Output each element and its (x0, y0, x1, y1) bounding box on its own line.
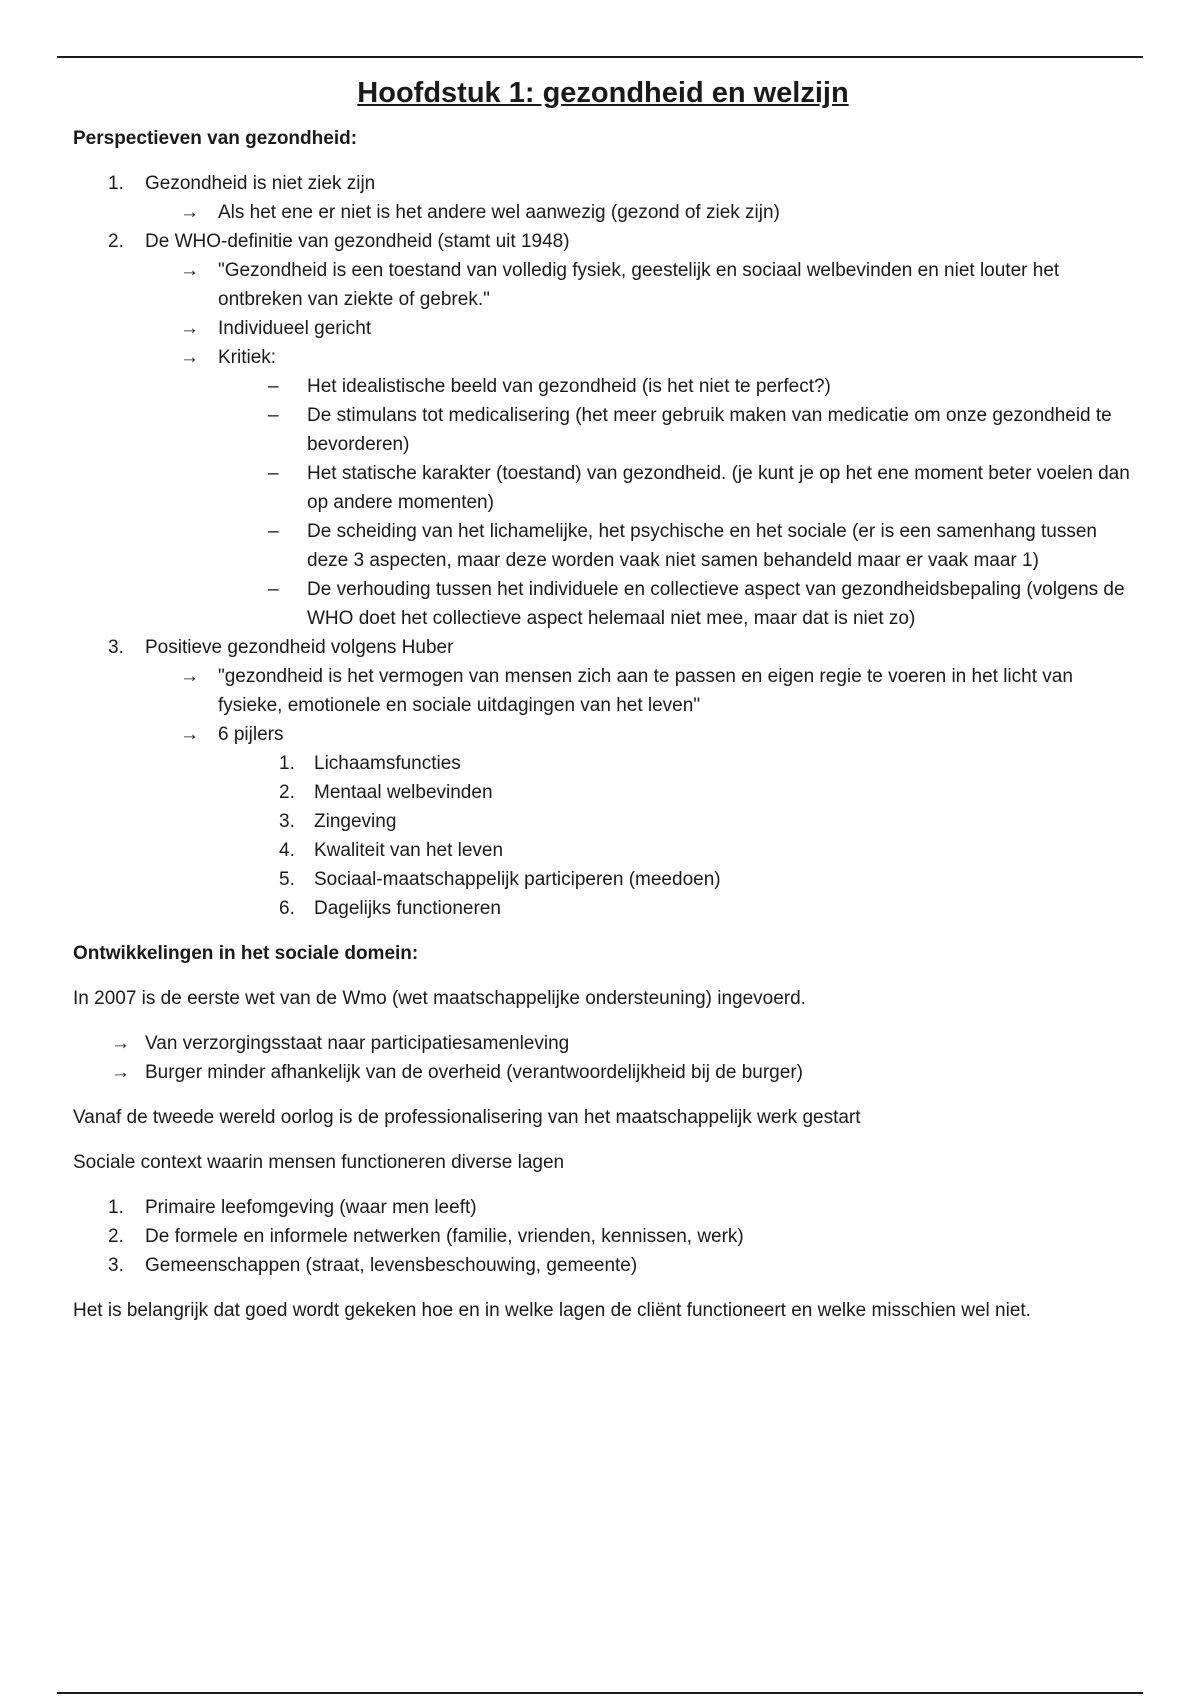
page-title: Hoofdstuk 1: gezondheid en welzijn (357, 77, 849, 109)
arrow-item-text: 6 pijlers (218, 724, 284, 745)
arrow-item (73, 1029, 1133, 1058)
paragraph-professionalisation: Vanaf de tweede wereld oorlog is de professionalisering van het maatschappelijk werk gestart (73, 1107, 861, 1128)
arrow-item-text: "gezondheid is het vermogen van mensen zich aan te passen en eigen regie te voeren in het licht van fysieke, emotionele en sociale uitdagingen van het leven" (218, 666, 1073, 716)
arrow-item (73, 662, 1133, 720)
pillar-item (73, 865, 1133, 894)
pillar-text: Zingeving (314, 811, 397, 832)
pillar-text: Sociaal-maatschappelijk participeren (meedoen) (314, 869, 721, 890)
dash-icon: – (268, 405, 279, 426)
list-number: 1. (108, 173, 124, 194)
top-rule (57, 56, 1143, 58)
arrow-item-text: Van verzorgingsstaat naar participatiesamenleving (145, 1033, 570, 1054)
layer-text: Gemeenschappen (straat, levensbeschouwing, gemeente) (145, 1255, 638, 1276)
dash-item-text: De scheiding van het lichamelijke, het psychische en het sociale (er is een samenhang tussen deze 3 aspecten, maar deze worden vaak niet samen behandeld maar er vaak maar 1) (307, 521, 1098, 571)
list-item-text: Gezondheid is niet ziek zijn (145, 173, 376, 194)
arrow-item (73, 198, 1133, 227)
dash-icon: – (268, 579, 279, 600)
layer-item (73, 1251, 1133, 1280)
arrow-icon: → (180, 347, 199, 368)
pillar-item (73, 836, 1133, 865)
arrow-item (73, 256, 1133, 314)
arrow-icon: → (111, 1062, 130, 1083)
dash-icon: – (268, 521, 279, 542)
list-item-text: De WHO-definitie van gezondheid (stamt uit 1948) (145, 231, 570, 252)
pillar-text: Lichaamsfuncties (314, 753, 461, 774)
list-number: 3. (108, 637, 124, 658)
paragraph-social-context: Sociale context waarin mensen functioneren diverse lagen (73, 1152, 565, 1173)
pillar-text: Kwaliteit van het leven (314, 840, 504, 861)
dash-item (73, 517, 1133, 575)
arrow-icon: → (180, 318, 199, 339)
dash-item-text: Het statische karakter (toestand) van gezondheid. (je kunt je op het ene moment beter voelen dan op andere momenten) (307, 463, 1130, 513)
layer-item (73, 1193, 1133, 1222)
dash-item-text: De verhouding tussen het individuele en collectieve aspect van gezondheidsbepaling (volgens de WHO doet het collectieve aspect helemaal niet mee, maar dat is niet zo) (307, 579, 1125, 629)
layer-item (73, 1222, 1133, 1251)
pillar-number: 5. (279, 869, 295, 890)
arrow-item-text: "Gezondheid is een toestand van volledig fysiek, geestelijk en sociaal welbevinden en niet louter het ontbreken van ziekte of gebrek." (218, 260, 1060, 310)
section-heading-social-domain: Ontwikkelingen in het sociale domein: (73, 943, 419, 964)
pillar-number: 6. (279, 898, 295, 919)
layer-text: De formele en informele netwerken (familie, vrienden, kennissen, werk) (145, 1226, 744, 1247)
dash-item (73, 459, 1133, 517)
pillar-number: 3. (279, 811, 295, 832)
arrow-icon: → (111, 1033, 130, 1054)
list-item (73, 227, 1133, 256)
document-page (73, 74, 1133, 1341)
pillar-number: 2. (279, 782, 295, 803)
list-item-text: Positieve gezondheid volgens Huber (145, 637, 454, 658)
dash-item (73, 372, 1133, 401)
dash-item-text: De stimulans tot medicalisering (het meer gebruik maken van medicatie om onze gezondheid te bevorderen) (307, 405, 1112, 455)
bottom-rule (57, 1692, 1143, 1694)
pillar-number: 1. (279, 753, 295, 774)
dash-icon: – (268, 376, 279, 397)
arrow-item-text: Als het ene er niet is het andere wel aanwezig (gezond of ziek zijn) (218, 202, 780, 223)
pillar-text: Mentaal welbevinden (314, 782, 493, 803)
list-item (73, 633, 1133, 662)
pillar-item (73, 807, 1133, 836)
arrow-icon: → (180, 666, 199, 687)
arrow-item (73, 314, 1133, 343)
layer-number: 1. (108, 1197, 124, 1218)
arrow-item (73, 343, 1133, 372)
arrow-item-text: Burger minder afhankelijk van de overheid (verantwoordelijkheid bij de burger) (145, 1062, 803, 1083)
section-heading-perspectives: Perspectieven van gezondheid: (73, 128, 358, 149)
layer-number: 3. (108, 1255, 124, 1276)
pillar-number: 4. (279, 840, 295, 861)
dash-item (73, 575, 1133, 633)
pillar-item (73, 894, 1133, 923)
dash-item (73, 401, 1133, 459)
list-number: 2. (108, 231, 124, 252)
layer-number: 2. (108, 1226, 124, 1247)
arrow-item (73, 720, 1133, 749)
arrow-item-text: Individueel gericht (218, 318, 372, 339)
paragraph-wmo: In 2007 is de eerste wet van de Wmo (wet maatschappelijke ondersteuning) ingevoerd. (73, 988, 806, 1009)
pillar-text: Dagelijks functioneren (314, 898, 501, 919)
arrow-item (73, 1058, 1133, 1087)
pillar-item (73, 778, 1133, 807)
arrow-icon: → (180, 724, 199, 745)
arrow-icon: → (180, 202, 199, 223)
arrow-icon: → (180, 260, 199, 281)
list-item (73, 169, 1133, 198)
layer-text: Primaire leefomgeving (waar men leeft) (145, 1197, 477, 1218)
paragraph-conclusion: Het is belangrijk dat goed wordt gekeken hoe en in welke lagen de cliënt functioneert en welke misschien wel niet. (73, 1300, 1031, 1321)
arrow-item-text: Kritiek: (218, 347, 277, 368)
dash-item-text: Het idealistische beeld van gezondheid (is het niet te perfect?) (307, 376, 831, 397)
dash-icon: – (268, 463, 279, 484)
pillar-item (73, 749, 1133, 778)
